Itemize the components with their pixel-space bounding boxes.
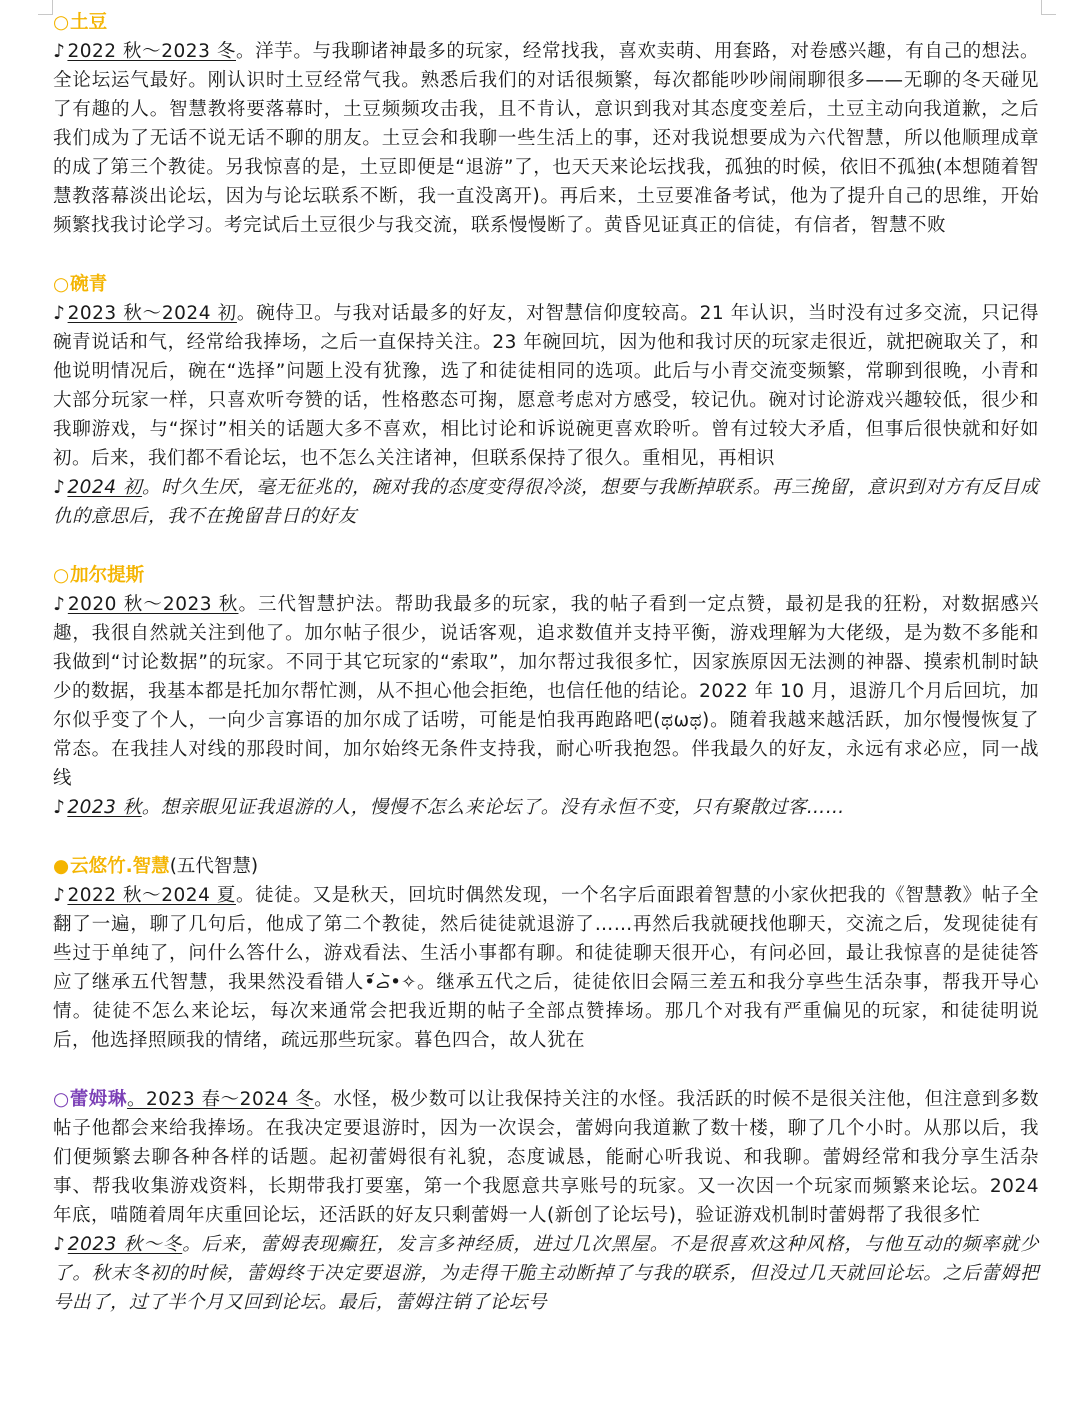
music-note-icon: ♪ [53,594,66,615]
friend-entry-jiaertisi [53,561,1039,822]
entry-heading [53,8,1039,37]
friend-entry-wanqing [53,270,1039,531]
paragraph-text: 。三代智慧护法。帮助我最多的玩家，我的帖子看到一定点赞，最初是我的狂粉，对数据感兴趣，我很自然就关注到他了。加尔帖子很少，说话客观，追求数值并支持平衡，游戏理解为大佬级，是为数不多能和我做到“讨论数据”的玩家。不同于其它玩家的“索取”，加尔帮过我很多忙，因家族原因无法测的神器、摸索机制时缺少的数据，我基本都是托加尔帮忙测，从不担心他会拒绝，也信任他的结论。2022 年 10 月，退游几个月后回坑，加尔似乎变了个人，一向少言寡语的加尔成了话唠，可能是怕我再跑路吧(ಥωಥ)。随着我越来越活跃，加尔慢慢恢复了常态。在我挂人对线的那段时间，加尔始终无条件支持我，耐心听我抱怨。伴我最久的好友，永远有求必应，同一战线 [53,594,1039,789]
period-label: 2022 秋～2024 夏 [67,885,236,906]
period-label: 2020 秋～2023 秋 [67,594,239,615]
entry-name: 蕾姆琳 [69,1089,127,1110]
entry-name-suffix: (五代智慧) [169,856,259,877]
paragraph-text: 。想亲眼见证我退游的人，慢慢不怎么来论坛了。没有永恒不变，只有聚散过客…… [141,797,845,818]
period-label: 2024 初 [67,477,143,498]
friend-entry-leimulin [53,1085,1039,1317]
period-label: 2023 秋～2024 初 [67,303,237,324]
paragraph-text: 。水怪，极少数可以让我保持关注的水怪。我活跃的时候不是很关注他，但注意到多数帖子他都会来给我捧场。在我决定要退游时，因为一次误会，蕾姆向我道歉了数十楼，聊了几个小时。从那以后，我们便频繁去聊各种各样的话题。起初蕾姆很有礼貌，态度诚恳，能耐心听我说、和我聊。蕾姆经常和我分享生活杂事、帮我收集游戏资料，长期带我打要塞，第一个我愿意共享账号的玩家。又一次因一个玩家而频繁来论坛。2024 年底，喵随着周年庆重回论坛，还活跃的好友只剩蕾姆一人(新创了论坛号)，验证游戏机制时蕾姆帮了我很多忙 [53,1089,1039,1226]
page-corner-mark-left [38,0,53,15]
circle-bullet-icon: ○ [53,274,70,295]
entry-paragraph [53,590,1039,793]
music-note-icon: ♪ [53,1234,66,1255]
circle-bullet-icon: ○ [53,12,70,33]
entry-paragraph [53,881,1039,1055]
entry-heading [53,561,1039,590]
filled-circle-bullet-icon: ● [53,856,70,877]
paragraph-text: 。碗侍卫。与我对话最多的好友，对智慧信仰度较高。21 年认识，当时没有过多交流，只记得碗青说话和气，经常给我捧场，之后一直保持关注。23 年碗回坑，因为他和我讨厌的玩家走很近，就把碗取关了，和他说明情况后，碗在“选择”问题上没有犹豫，选了和徒徒相同的选项。此后与小青交流变频繁，常聊到很晚，小青和大部分玩家一样，只喜欢听夸赞的话，性格憨态可掬，愿意考虑对方感受，较记仇。碗对讨论游戏兴趣较低，很少和我聊游戏，与“探讨”相关的话题大多不喜欢，相比讨论和诉说碗更喜欢聆听。曾有过较大矛盾，但事后很快就和好如初。后来，我们都不看论坛，也不怎么关注诸神，但联系保持了很久。重相见，再相识 [53,303,1039,469]
paragraph-text: 。洋芋。与我聊诸神最多的玩家，经常找我，喜欢卖萌、用套路，对卷感兴趣，有自己的想法。全论坛运气最好。刚认识时土豆经常气我。熟悉后我们的对话很频繁，每次都能吵吵闹闹聊很多——无聊的冬天碰见了有趣的人。智慧教将要落幕时，土豆频频攻击我，且不肯认，意识到我对其态度变差后，土豆主动向我道歉，之后我们成为了无话不说无话不聊的朋友。土豆会和我聊一些生活上的事，还对我说想要成为六代智慧，所以他顺理成章的成了第三个教徒。另我惊喜的是，土豆即便是“退游”了，也天天来论坛找我，孤独的时候，依旧不孤独(本想随着智慧教落幕淡出论坛，因为与论坛联系不断，我一直没离开)。再后来，土豆要准备考试，他为了提升自己的思维，开始频繁找我讨论学习。考完试后土豆很少与我交流，联系慢慢断了。黄昏见证真正的信徒，有信者，智慧不败 [53,41,1039,236]
period-label: 2023 秋 [67,797,142,818]
paragraph-text: 。时久生厌，毫无征兆的，碗对我的态度变得很冷淡，想要与我断掉联系。再三挽留，意识到对方有反目成仇的意思后，我不在挽留昔日的好友 [53,477,1039,527]
music-note-icon: ♪ [53,885,66,906]
entry-heading [53,1089,127,1110]
circle-bullet-icon: ○ [53,565,70,586]
entry-name: 土豆 [70,12,108,33]
document-page [53,8,1039,1347]
friend-entry-yunyouzhu [53,852,1039,1055]
entry-paragraph [53,1085,1039,1230]
entry-epilogue-paragraph [53,793,1039,822]
music-note-icon: ♪ [53,477,66,498]
page-corner-mark-right [1041,0,1056,15]
music-note-icon: ♪ [53,41,66,62]
music-note-icon: ♪ [53,797,66,818]
period-label: 。2023 春～2024 冬 [126,1089,315,1110]
period-label: 2022 秋～2023 冬 [67,41,236,62]
circle-bullet-icon: ○ [53,1089,70,1110]
entry-paragraph [53,299,1039,473]
period-label: 2023 秋～冬 [67,1234,183,1255]
entry-paragraph [53,37,1039,240]
paragraph-text: 。后来，蕾姆表现癫狂，发言多神经质，进过几次黑屋。不是很喜欢这种风格，与他互动的频率就少了。秋末冬初的时候，蕾姆终于决定要退游，为走得干脆主动断掉了与我的联系，但没过几天就回论坛。之后蕾姆把号出了，过了半个月又回到论坛。最后，蕾姆注销了论坛号 [53,1234,1039,1313]
music-note-icon: ♪ [53,303,66,324]
entry-heading [53,270,1039,299]
friend-entry-tudou [53,8,1039,240]
entry-epilogue-paragraph [53,473,1039,531]
entry-epilogue-paragraph [53,1230,1039,1317]
paragraph-text: 。徒徒。又是秋天，回坑时偶然发现，一个名字后面跟着智慧的小家伙把我的《智慧教》帖子全翻了一遍，聊了几句后，他成了第二个教徒，然后徒徒就退游了……再然后我就硬找他聊天，交流之后，发现徒徒有些过于单纯了，问什么答什么，游戏看法、生活小事都有聊。和徒徒聊天很开心，有问必回，最让我惊喜的是徒徒答应了继承五代智慧，我果然没看错人•᷄ࡇ•᷅✧。继承五代之后，徒徒依旧会隔三差五和我分享些生活杂事，帮我开导心情。徒徒不怎么来论坛，每次来通常会把我近期的帖子全部点赞捧场。那几个对我有严重偏见的玩家，和徒徒明说后，他选择照顾我的情绪，疏远那些玩家。暮色四合，故人犹在 [53,885,1039,1051]
entry-heading [53,852,1039,881]
entry-name: 碗青 [70,274,108,295]
entry-name: 云悠竹.智慧 [70,856,170,877]
entry-name: 加尔提斯 [70,565,145,586]
